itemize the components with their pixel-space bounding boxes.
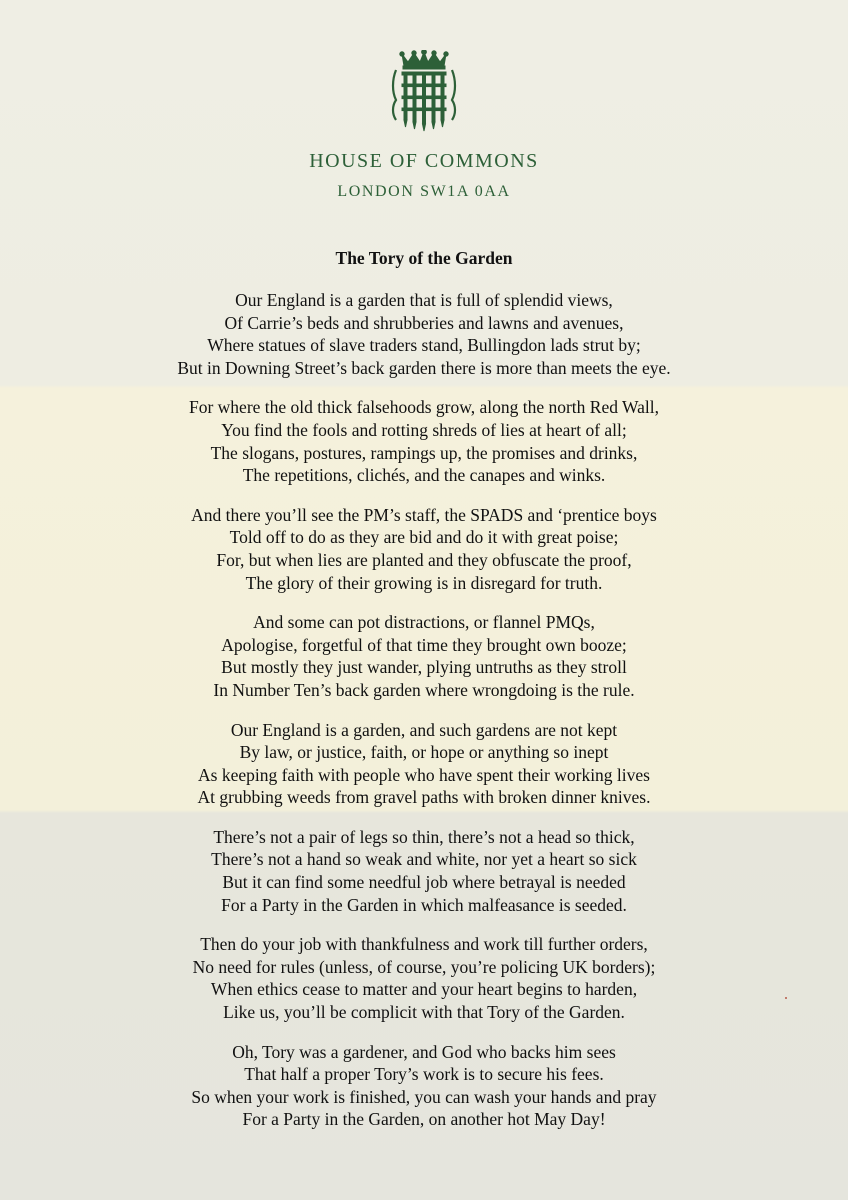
poem-line: And there you’ll see the PM’s staff, the SPADS and ‘prentice boys (191, 504, 657, 525)
poem-line: But mostly they just wander, plying untruths as they stroll (221, 657, 627, 678)
portcullis-icon (388, 50, 460, 132)
institution-address: LONDON SW1A 0AA (337, 183, 511, 200)
paper-speck (785, 997, 787, 999)
poem-line: No need for rules (unless, of course, you’re policing UK borders); (192, 956, 656, 977)
poem-line: The glory of their growing is in disregard for truth. (245, 572, 603, 593)
stanza-5 (0, 719, 848, 809)
poem-line: But in Downing Street’s back garden there is more than meets the eye. (177, 357, 671, 378)
poem-line: Then do your job with thankfulness and work till further orders, (200, 934, 648, 955)
poem-line: For where the old thick falsehoods grow, along the north Red Wall, (188, 397, 660, 418)
stanza-6 (0, 826, 848, 916)
poem-line: The repetitions, clichés, and the canapes and winks. (242, 465, 606, 486)
poem-line: That half a proper Tory’s work is to secure his fees. (244, 1064, 604, 1085)
poem-line: There’s not a pair of legs so thin, there’s not a head so thick, (213, 826, 635, 847)
poem-title: The Tory of the Garden (335, 248, 513, 268)
poem-line: For a Party in the Garden in which malfeasance is seeded. (221, 894, 627, 915)
poem-body (0, 289, 848, 1148)
poem-line: Our England is a garden, and such gardens are not kept (230, 719, 618, 740)
poem-line: There’s not a hand so weak and white, nor yet a heart so sick (211, 849, 637, 870)
poem-line: By law, or justice, faith, or hope or anything so inept (239, 742, 609, 763)
stanza-8 (0, 1041, 848, 1131)
poem-line: And some can pot distractions, or flannel PMQs, (253, 612, 595, 633)
poem-line: Apologise, forgetful of that time they brought own booze; (221, 634, 627, 655)
poem-line: In Number Ten’s back garden where wrongdoing is the rule. (213, 679, 635, 700)
poem-line: For, but when lies are planted and they obfuscate the proof, (216, 549, 632, 570)
poem-line: Of Carrie’s beds and shrubberies and lawns and avenues, (224, 312, 624, 333)
poem-line: Oh, Tory was a gardener, and God who backs him sees (232, 1041, 616, 1062)
poem-line: Like us, you’ll be complicit with that Tory of the Garden. (223, 1002, 625, 1023)
poem-line: As keeping faith with people who have spent their working lives (198, 764, 650, 785)
stanza-7 (0, 933, 848, 1023)
poem-line: When ethics cease to matter and your heart begins to harden, (210, 979, 638, 1000)
stanza-3 (0, 504, 848, 594)
poem-line: Our England is a garden that is full of splendid views, (235, 290, 613, 310)
stanza-4 (0, 611, 848, 701)
stanza-2 (0, 396, 848, 486)
poem-line: For a Party in the Garden, on another hot May Day! (242, 1109, 606, 1130)
institution-name: HOUSE OF COMMONS (309, 150, 539, 172)
poem-line: Told off to do as they are bid and do it with great poise; (229, 527, 619, 548)
stanza-1 (0, 289, 848, 379)
poem-line: The slogans, postures, rampings up, the promises and drinks, (210, 442, 638, 463)
poem-line: But it can find some needful job where betrayal is needed (222, 872, 626, 893)
poem-line: You find the fools and rotting shreds of lies at heart of all; (221, 419, 627, 440)
poem-line: So when your work is finished, you can wash your hands and pray (191, 1086, 657, 1107)
poem-line: Where statues of slave traders stand, Bullingdon lads strut by; (207, 335, 641, 356)
poem-line: At grubbing weeds from gravel paths with broken dinner knives. (197, 787, 651, 808)
